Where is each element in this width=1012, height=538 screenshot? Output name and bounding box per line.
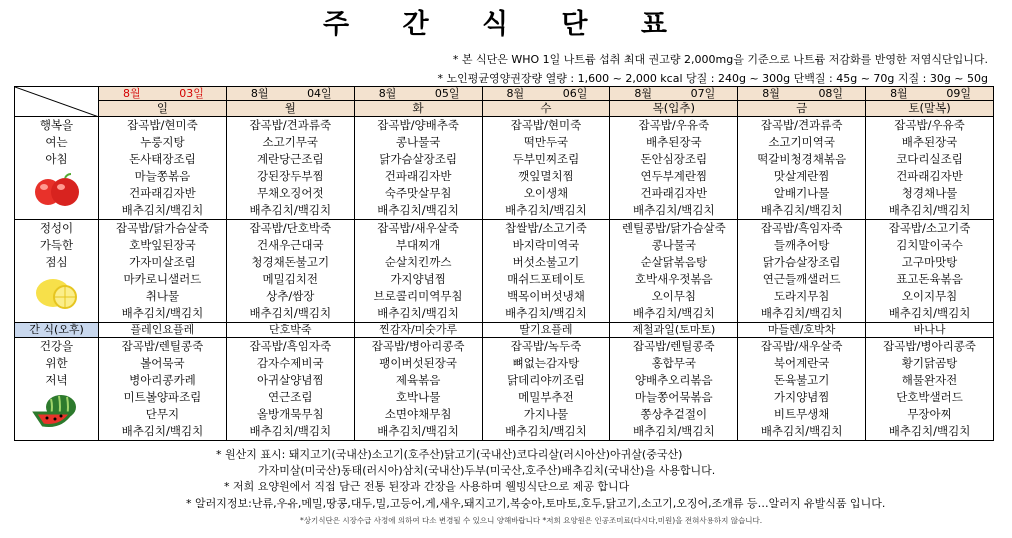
menu-item: 아귀살양념찜 xyxy=(256,373,324,387)
menu-item: 마카로니샐러드 xyxy=(123,272,202,286)
date-day: 08일 xyxy=(818,87,844,100)
menu-item: 배추김치/백김치 xyxy=(632,306,715,320)
menu-item: 계란당근조림 xyxy=(256,152,324,166)
menu-item: 배추김치/백김치 xyxy=(377,306,459,320)
date-day: 07일 xyxy=(690,87,716,100)
breakfast-day-4 xyxy=(610,117,738,220)
menu-item: 비트무생채 xyxy=(773,407,830,421)
weekday-cell-6: 토(말복) xyxy=(866,101,994,117)
dinner-day-3 xyxy=(482,338,610,441)
menu-item: 잡곡밥/병아리콩죽 xyxy=(371,339,465,353)
date-text xyxy=(227,87,354,100)
menu-item: 단무지 xyxy=(145,407,180,421)
menu-item: 배추김치/백김치 xyxy=(760,424,843,438)
lunch-day-1 xyxy=(226,220,354,323)
dinner-day-6 xyxy=(866,338,994,441)
menu-item: 잡곡밥/새우살죽 xyxy=(760,339,843,353)
menu-item: 배추김치/백김치 xyxy=(505,424,587,438)
date-month: 8월 xyxy=(123,87,141,100)
menu-item: 호박새우젓볶음 xyxy=(634,272,713,286)
menu-item: 잡곡밥/소고기죽 xyxy=(888,221,971,235)
menu-item: 오이생채 xyxy=(523,186,569,200)
menu-item: 배추김치/백김치 xyxy=(760,306,843,320)
breakfast-day-3 xyxy=(482,117,610,220)
date-text xyxy=(355,87,482,100)
origin-notice-cont: 가자미살(미국산)동태(러시아)삼치(국내산)두부(미국산,호주산)배추김치(국내산)을 사용합니다. xyxy=(258,464,716,477)
menu-item: 가지양념찜 xyxy=(773,390,830,404)
menu-item: 배추김치/백김치 xyxy=(377,203,459,217)
date-cell-1 xyxy=(226,87,354,101)
breakfast-day-2 xyxy=(354,117,482,220)
menu-item: 무채오징어젓 xyxy=(256,186,324,200)
dinner-day-2 xyxy=(354,338,482,441)
date-day: 03일 xyxy=(179,87,204,100)
snack-day-0: 플레인요플레 xyxy=(99,323,227,338)
lunch-day-3 xyxy=(482,220,610,323)
menu-item: 렌틸콩밥/닭가슴살죽 xyxy=(621,221,726,235)
menu-item: 호박잎된장국 xyxy=(129,238,196,252)
menu-item: 두부민찌조림 xyxy=(512,152,580,166)
breakfast-day-0 xyxy=(99,117,227,220)
snack-day-5: 마들렌/호박차 xyxy=(738,323,866,338)
menu-item: 잡곡밥/새우살죽 xyxy=(377,221,459,235)
menu-item: 배추된장국 xyxy=(646,135,702,149)
lunch-label-line: 정성이 xyxy=(39,221,74,235)
weekday-cell-2: 화 xyxy=(354,101,482,117)
lunch-label-cell xyxy=(15,220,99,323)
menu-item: 배추김치/백김치 xyxy=(760,203,843,217)
menu-item: 배추김치/백김치 xyxy=(505,203,587,217)
menu-item: 잡곡밥/우유죽 xyxy=(894,118,965,132)
snack-day-6: 바나나 xyxy=(866,323,994,338)
apple-icon xyxy=(15,172,98,208)
date-text xyxy=(738,87,865,100)
menu-item: 황기닭곰탕 xyxy=(901,356,958,370)
corner-cell xyxy=(15,87,99,117)
breakfast-label-line: 여는 xyxy=(45,135,68,149)
watermelon-icon xyxy=(15,393,98,429)
date-text xyxy=(99,87,226,100)
snack-day-2: 찐감자/미숫가루 xyxy=(354,323,482,338)
menu-item: 찹쌀밥/소고기죽 xyxy=(505,221,587,235)
menu-item: 잡곡밥/견과류죽 xyxy=(760,118,843,132)
allergy-notice: * 알러지정보:난류,우유,메밀,땅콩,대두,밀,고등어,게,새우,돼지고기,복숭아,토마토,호두,닭고기,소고기,오징어,조개류 등…알러지 유발식품 입니다. xyxy=(186,497,886,510)
menu-item: 김치말이국수 xyxy=(896,238,963,252)
menu-item: 취나물 xyxy=(145,289,180,303)
menu-item: 들깨추어탕 xyxy=(773,238,830,252)
menu-item: 배추김치/백김치 xyxy=(121,424,204,438)
weekly-menu-table xyxy=(14,86,994,441)
weekday-cell-0: 일 xyxy=(99,101,227,117)
snack-day-1: 단호박죽 xyxy=(226,323,354,338)
snack-row xyxy=(15,323,994,338)
menu-item: 배추김치/백김치 xyxy=(121,203,204,217)
fine-print: *상기식단은 시장수급 사정에 의하여 다소 변경될 수 있으니 양해바랍니다 *저희 요양원은 인공조미료(다시다,미원)을 전혀사용하지 않습니다. xyxy=(300,516,763,525)
menu-item: 건파래김자반 xyxy=(384,169,452,183)
menu-item: 배추김치/백김치 xyxy=(632,203,715,217)
date-day: 05일 xyxy=(434,87,460,100)
menu-item: 양배추오리볶음 xyxy=(634,373,713,387)
date-row xyxy=(15,87,994,101)
menu-item: 오이지무침 xyxy=(901,289,958,303)
menu-item: 표고돈육볶음 xyxy=(896,272,963,286)
menu-item: 배추된장국 xyxy=(901,135,958,149)
menu-item: 마늘쫑볶음 xyxy=(134,169,191,183)
menu-item: 쫑상추겉절이 xyxy=(640,407,708,421)
menu-item: 병아리콩카레 xyxy=(129,373,196,387)
menu-item: 순살치킨까스 xyxy=(384,255,452,269)
dinner-day-0 xyxy=(99,338,227,441)
menu-item: 강된장두부찜 xyxy=(256,169,324,183)
dinner-row xyxy=(15,338,994,441)
lunch-row xyxy=(15,220,994,323)
date-month: 8월 xyxy=(378,87,397,100)
menu-item: 백목이버섯냉채 xyxy=(507,289,585,303)
menu-item: 건파래김자반 xyxy=(129,186,196,200)
menu-item: 콩나물국 xyxy=(651,238,697,252)
page-title: 주 간 식 단 표 xyxy=(322,9,689,40)
menu-item: 가지나물 xyxy=(523,407,569,421)
menu-item: 마늘쫑어묵볶음 xyxy=(634,390,713,404)
lunch-day-2 xyxy=(354,220,482,323)
menu-item: 잡곡밥/현미죽 xyxy=(127,118,198,132)
menu-item: 잡곡밥/렌틸콩죽 xyxy=(121,339,204,353)
breakfast-label-line: 행복을 xyxy=(39,118,74,132)
menu-item: 잡곡밥/현미죽 xyxy=(510,118,582,132)
lemon-icon xyxy=(15,275,98,311)
menu-item: 건새우근대국 xyxy=(256,238,324,252)
menu-item: 무장아찌 xyxy=(907,407,952,421)
menu-item: 가자미살조림 xyxy=(129,255,196,269)
menu-item: 가지양념찜 xyxy=(390,272,446,286)
lunch-label-line: 가득한 xyxy=(39,238,74,252)
menu-item: 배추김치/백김치 xyxy=(505,306,587,320)
menu-item: 뼈없는감자탕 xyxy=(512,356,580,370)
lunch-label-line: 점심 xyxy=(45,255,68,269)
date-cell-6 xyxy=(866,87,994,101)
menu-item: 닭데리야끼조림 xyxy=(507,373,585,387)
menu-item: 버섯소불고기 xyxy=(512,255,580,269)
menu-item: 잡곡밥/병아리콩죽 xyxy=(883,339,976,353)
menu-item: 배추김치/백김치 xyxy=(888,203,971,217)
origin-notice: * 원산지 표시: 돼지고기(국내산)소고기(호주산)닭고기(국내산)코다리살(러시아산)아귀살(중국산) xyxy=(216,448,683,461)
menu-item: 오이무침 xyxy=(651,289,697,303)
menu-item: 연두부계란찜 xyxy=(640,169,708,183)
menu-item: 배추김치/백김치 xyxy=(249,306,332,320)
snack-day-3: 딸기요플레 xyxy=(482,323,610,338)
weekday-cell-5: 금 xyxy=(738,101,866,117)
date-text xyxy=(610,87,737,100)
dinner-label-line: 위한 xyxy=(45,356,68,370)
weekday-row xyxy=(15,101,994,117)
menu-item: 돈육불고기 xyxy=(773,373,830,387)
menu-item: 콩나물국 xyxy=(395,135,441,149)
breakfast-day-5 xyxy=(738,117,866,220)
menu-item: 숙주맛살무침 xyxy=(384,186,452,200)
menu-item: 부대찌개 xyxy=(395,238,441,252)
menu-item: 순살닭볶음탕 xyxy=(640,255,708,269)
date-day: 09일 xyxy=(946,87,971,100)
menu-item: 바지락미역국 xyxy=(512,238,580,252)
dinner-day-1 xyxy=(226,338,354,441)
menu-item: 소고기미역국 xyxy=(768,135,835,149)
menu-item: 배추김치/백김치 xyxy=(888,306,971,320)
menu-item: 건파래김자반 xyxy=(896,169,963,183)
menu-item: 메밀부추전 xyxy=(518,390,574,404)
breakfast-day-1 xyxy=(226,117,354,220)
menu-item: 떡갈비청경채볶음 xyxy=(757,152,847,166)
menu-item: 감자수제비국 xyxy=(256,356,324,370)
menu-item: 상추/쌈장 xyxy=(266,289,315,303)
menu-item: 고구마맛탕 xyxy=(901,255,958,269)
date-day: 04일 xyxy=(307,87,332,100)
menu-item: 매쉬드포테이토 xyxy=(507,272,585,286)
menu-item: 청경채돈불고기 xyxy=(251,255,330,269)
menu-item: 잡곡밥/흑임자죽 xyxy=(249,339,332,353)
dinner-label-cell xyxy=(15,338,99,441)
menu-item: 잡곡밥/단호박죽 xyxy=(249,221,332,235)
menu-item: 올방개묵무침 xyxy=(256,407,324,421)
menu-item: 배추김치/백김치 xyxy=(249,203,332,217)
date-month: 8월 xyxy=(634,87,652,100)
menu-item: 홍합무국 xyxy=(651,356,697,370)
menu-item: 잡곡밥/닭가슴살죽 xyxy=(116,221,209,235)
menu-item: 닭가슴살장조림 xyxy=(762,255,841,269)
weekday-cell-1: 월 xyxy=(226,101,354,117)
lunch-day-0 xyxy=(99,220,227,323)
weekday-cell-4: 목(입추) xyxy=(610,101,738,117)
menu-item: 깻잎멸치찜 xyxy=(518,169,574,183)
date-cell-3 xyxy=(482,87,610,101)
menu-item: 코다리실조림 xyxy=(896,152,963,166)
menu-item: 소면야채무침 xyxy=(384,407,452,421)
date-cell-4 xyxy=(610,87,738,101)
breakfast-label-line: 아침 xyxy=(45,152,68,166)
lunch-day-4 xyxy=(610,220,738,323)
dinner-label-line: 건강을 xyxy=(39,339,74,353)
sauce-notice: * 저희 요양원에서 직접 담근 전통 된장과 간장을 사용하며 웰빙식단으로 제공 합니다 xyxy=(224,480,630,493)
date-month: 8월 xyxy=(506,87,525,100)
menu-item: 돈사태장조림 xyxy=(129,152,196,166)
menu-item: 소고기무국 xyxy=(262,135,319,149)
date-month: 8월 xyxy=(890,87,908,100)
menu-item: 해물완자전 xyxy=(901,373,958,387)
sodium-note: * 본 식단은 WHO 1일 나트륨 섭취 최대 권고량 2,000mg을 기준으로 나트륨 저감화를 반영한 저염식단입니다. xyxy=(452,53,988,66)
menu-item: 배추김치/백김치 xyxy=(632,424,715,438)
lunch-day-5 xyxy=(738,220,866,323)
menu-item: 잡곡밥/렌틸콩죽 xyxy=(632,339,715,353)
menu-item: 건파래김자반 xyxy=(640,186,708,200)
menu-item: 잡곡밥/녹두죽 xyxy=(510,339,582,353)
menu-item: 브로콜리미역무침 xyxy=(373,289,463,303)
breakfast-label-cell xyxy=(15,117,99,220)
menu-item: 메밀김치전 xyxy=(262,272,319,286)
breakfast-day-6 xyxy=(866,117,994,220)
dinner-day-5 xyxy=(738,338,866,441)
menu-item: 잡곡밥/견과류죽 xyxy=(249,118,332,132)
menu-item: 잡곡밥/우유죽 xyxy=(638,118,710,132)
lunch-day-6 xyxy=(866,220,994,323)
menu-item: 북어계란국 xyxy=(773,356,830,370)
menu-item: 배추김치/백김치 xyxy=(249,424,332,438)
breakfast-row xyxy=(15,117,994,220)
menu-item: 떡만두국 xyxy=(523,135,569,149)
menu-item: 잡곡밥/흑임자죽 xyxy=(760,221,843,235)
corner-diagonal-icon xyxy=(15,87,99,117)
weekday-cell-3: 수 xyxy=(482,101,610,117)
date-month: 8월 xyxy=(250,87,269,100)
dinner-label-line: 저녁 xyxy=(45,373,68,387)
snack-day-4: 제철과일(토마토) xyxy=(610,323,738,338)
date-cell-0 xyxy=(99,87,227,101)
menu-item: 호박나물 xyxy=(395,390,441,404)
nutrition-note: * 노인평균영양권장량 열량 : 1,600 ~ 2,000 kcal 당질 : 240g ~ 300g 단백질 : 45g ~ 70g 지질 : 30g ~ 50g xyxy=(437,72,988,85)
menu-item: 연근들깨샐러드 xyxy=(762,272,841,286)
menu-item: 팽이버섯된장국 xyxy=(379,356,457,370)
snack-label: 간 식(오후) xyxy=(15,323,99,338)
menu-item: 알배기나물 xyxy=(773,186,830,200)
menu-item: 배추김치/백김치 xyxy=(121,306,204,320)
menu-item: 청경채나물 xyxy=(901,186,958,200)
menu-item: 단호박샐러드 xyxy=(896,390,963,404)
menu-item: 볼어묵국 xyxy=(140,356,185,370)
menu-item: 맛살계란찜 xyxy=(773,169,830,183)
menu-item: 돈안심장조림 xyxy=(640,152,708,166)
date-day: 06일 xyxy=(562,87,588,100)
menu-item: 닭가슴살장조림 xyxy=(379,152,457,166)
menu-item: 제육볶음 xyxy=(395,373,441,387)
date-cell-5 xyxy=(738,87,866,101)
menu-item: 배추김치/백김치 xyxy=(377,424,459,438)
date-cell-2 xyxy=(354,87,482,101)
menu-item: 연근조림 xyxy=(268,390,313,404)
menu-item: 누룽지탕 xyxy=(140,135,185,149)
menu-item: 도라지무침 xyxy=(773,289,830,303)
menu-item: 배추김치/백김치 xyxy=(888,424,971,438)
menu-item: 잡곡밥/양배추죽 xyxy=(377,118,459,132)
date-text xyxy=(483,87,610,100)
date-month: 8월 xyxy=(762,87,780,100)
date-text xyxy=(866,87,993,100)
dinner-day-4 xyxy=(610,338,738,441)
menu-item: 미트볼양파조림 xyxy=(123,390,202,404)
